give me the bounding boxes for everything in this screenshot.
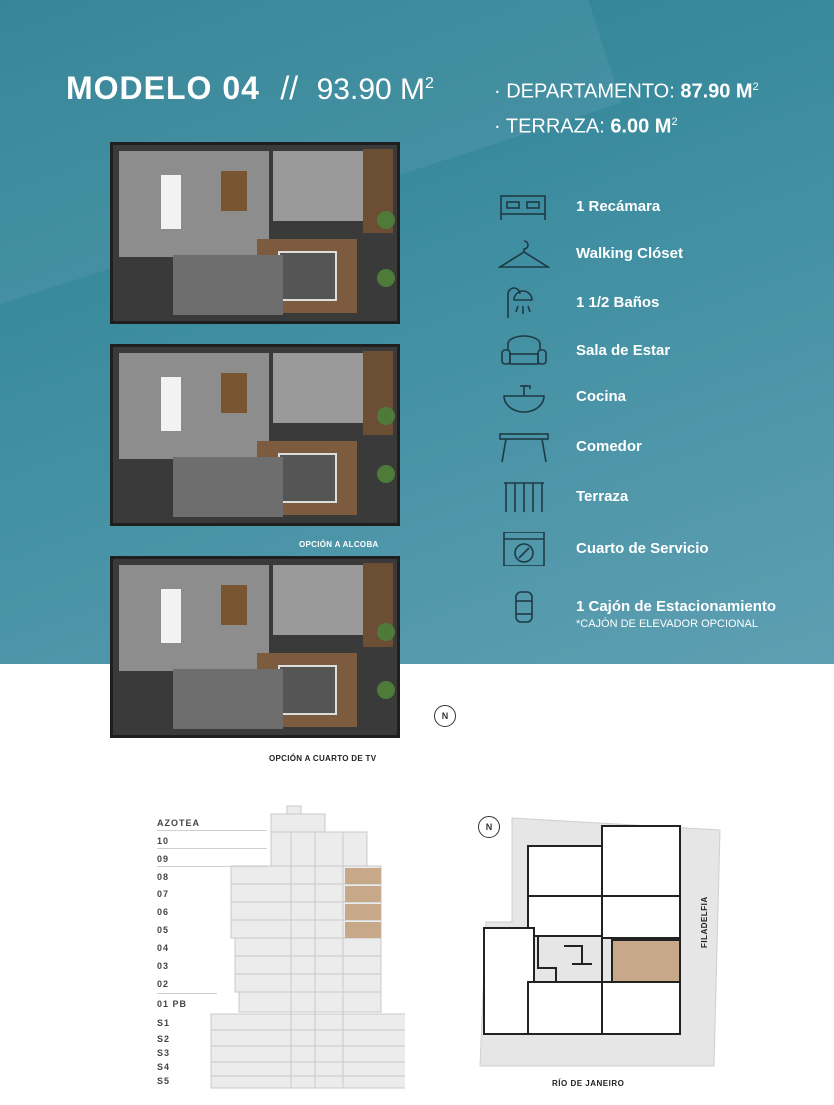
feature-label: Terraza [576, 488, 629, 505]
plan-plant [377, 269, 395, 287]
floor-label: 02 [157, 979, 170, 989]
departamento-value: 87.90 M [680, 80, 753, 103]
street-label-right: FILADELFIA [700, 896, 709, 948]
floor-plan-tv-room [110, 556, 400, 738]
feature-label: Cuarto de Servicio [576, 540, 709, 557]
terraza-unit: 2 [671, 115, 678, 128]
feature-label: 1 1/2 Baños [576, 294, 660, 311]
building-elevation-graphic [205, 800, 405, 1090]
feature-parking [498, 590, 828, 634]
feature-service-room [498, 532, 828, 566]
title-separator: // [280, 70, 299, 106]
terraza-value: 6.00 M [610, 115, 672, 138]
feature-terrace [498, 480, 828, 514]
plan-dining-table [221, 373, 247, 413]
caption-option-tv: OPCIÓN A CUARTO DE TV [269, 754, 377, 763]
floor-label: 03 [157, 961, 170, 971]
feature-walking-closet [498, 237, 828, 271]
car-icon [498, 590, 550, 624]
plan-kitchen-island [161, 589, 181, 643]
plan-dining-table [221, 585, 247, 625]
site-plan-graphic [478, 812, 726, 1074]
feature-living-room [498, 334, 828, 368]
plan-bed [278, 251, 337, 301]
bed-icon [498, 190, 550, 224]
plan-bed [278, 453, 337, 503]
floor-divider [157, 866, 267, 867]
plan-plant [377, 211, 395, 229]
floor-label: 01 PB [157, 999, 188, 1009]
floor-label: S3 [157, 1048, 171, 1058]
floor-label: 07 [157, 889, 170, 899]
departamento-unit: 2 [752, 81, 759, 93]
plan-bed [278, 665, 337, 715]
feature-label: Cocina [576, 388, 627, 405]
terraza-line [494, 107, 759, 142]
model-name: MODELO 04 [66, 70, 260, 106]
street-label-bottom: RÍO DE JANEIRO [552, 1079, 625, 1088]
caption-option-alcoba: OPCIÓN A ALCOBA [299, 540, 379, 549]
floor-label: 04 [157, 943, 170, 953]
sink-icon [498, 380, 550, 414]
floor-label: 10 [157, 836, 170, 846]
armchair-icon [498, 334, 550, 368]
feature-label: Comedor [576, 438, 642, 455]
north-compass-icon: N [434, 705, 456, 727]
plan-bath-area [173, 255, 283, 315]
total-area-value: 93.90 M [316, 73, 426, 106]
total-area-unit: 2 [425, 75, 434, 92]
feature-kitchen [498, 380, 828, 414]
floor-label: S2 [157, 1034, 171, 1044]
floor-label: S5 [157, 1076, 171, 1086]
plan-tv-room [173, 669, 283, 729]
floor-plan-alcoba [110, 344, 400, 526]
railing-icon [498, 480, 550, 514]
floor-label: S4 [157, 1062, 171, 1072]
table-icon [498, 430, 550, 464]
plan-plant [377, 681, 395, 699]
total-area [317, 73, 434, 106]
departamento-label: · DEPARTAMENTO: [494, 80, 681, 103]
feature-bedroom [498, 190, 828, 224]
feature-label: Walking Clóset [576, 245, 683, 262]
feature-note: *CAJÓN DE ELEVADOR OPCIONAL [576, 618, 758, 630]
floor-plan-main [110, 142, 400, 324]
hanger-icon [498, 237, 550, 271]
area-breakdown [494, 72, 759, 141]
floor-label: 09 [157, 854, 170, 864]
plan-plant [377, 407, 395, 425]
floor-label: S1 [157, 1018, 171, 1028]
floor-label: 05 [157, 925, 170, 935]
feature-label: 1 Recámara [576, 198, 661, 215]
plan-dining-table [221, 171, 247, 211]
floor-label: 06 [157, 907, 170, 917]
plan-alcoba-room [173, 457, 283, 517]
floor-label: 08 [157, 872, 170, 882]
floor-divider [157, 993, 217, 994]
departamento-line [494, 72, 759, 107]
plan-kitchen-island [161, 175, 181, 229]
model-title [66, 70, 434, 107]
shower-icon [498, 286, 550, 320]
floor-label: AZOTEA [157, 818, 200, 828]
floor-divider [157, 830, 267, 831]
terraza-label: · TERRAZA: [494, 115, 611, 138]
feature-dining [498, 430, 828, 464]
plan-plant [377, 623, 395, 641]
north-compass-icon: N [478, 816, 500, 838]
feature-label: Sala de Estar [576, 342, 671, 359]
feature-label: 1 Cajón de Estacionamiento [576, 598, 777, 615]
floor-divider [157, 848, 267, 849]
feature-bathrooms [498, 286, 828, 320]
plan-plant [377, 465, 395, 483]
plan-kitchen-island [161, 377, 181, 431]
washer-icon [498, 532, 550, 566]
